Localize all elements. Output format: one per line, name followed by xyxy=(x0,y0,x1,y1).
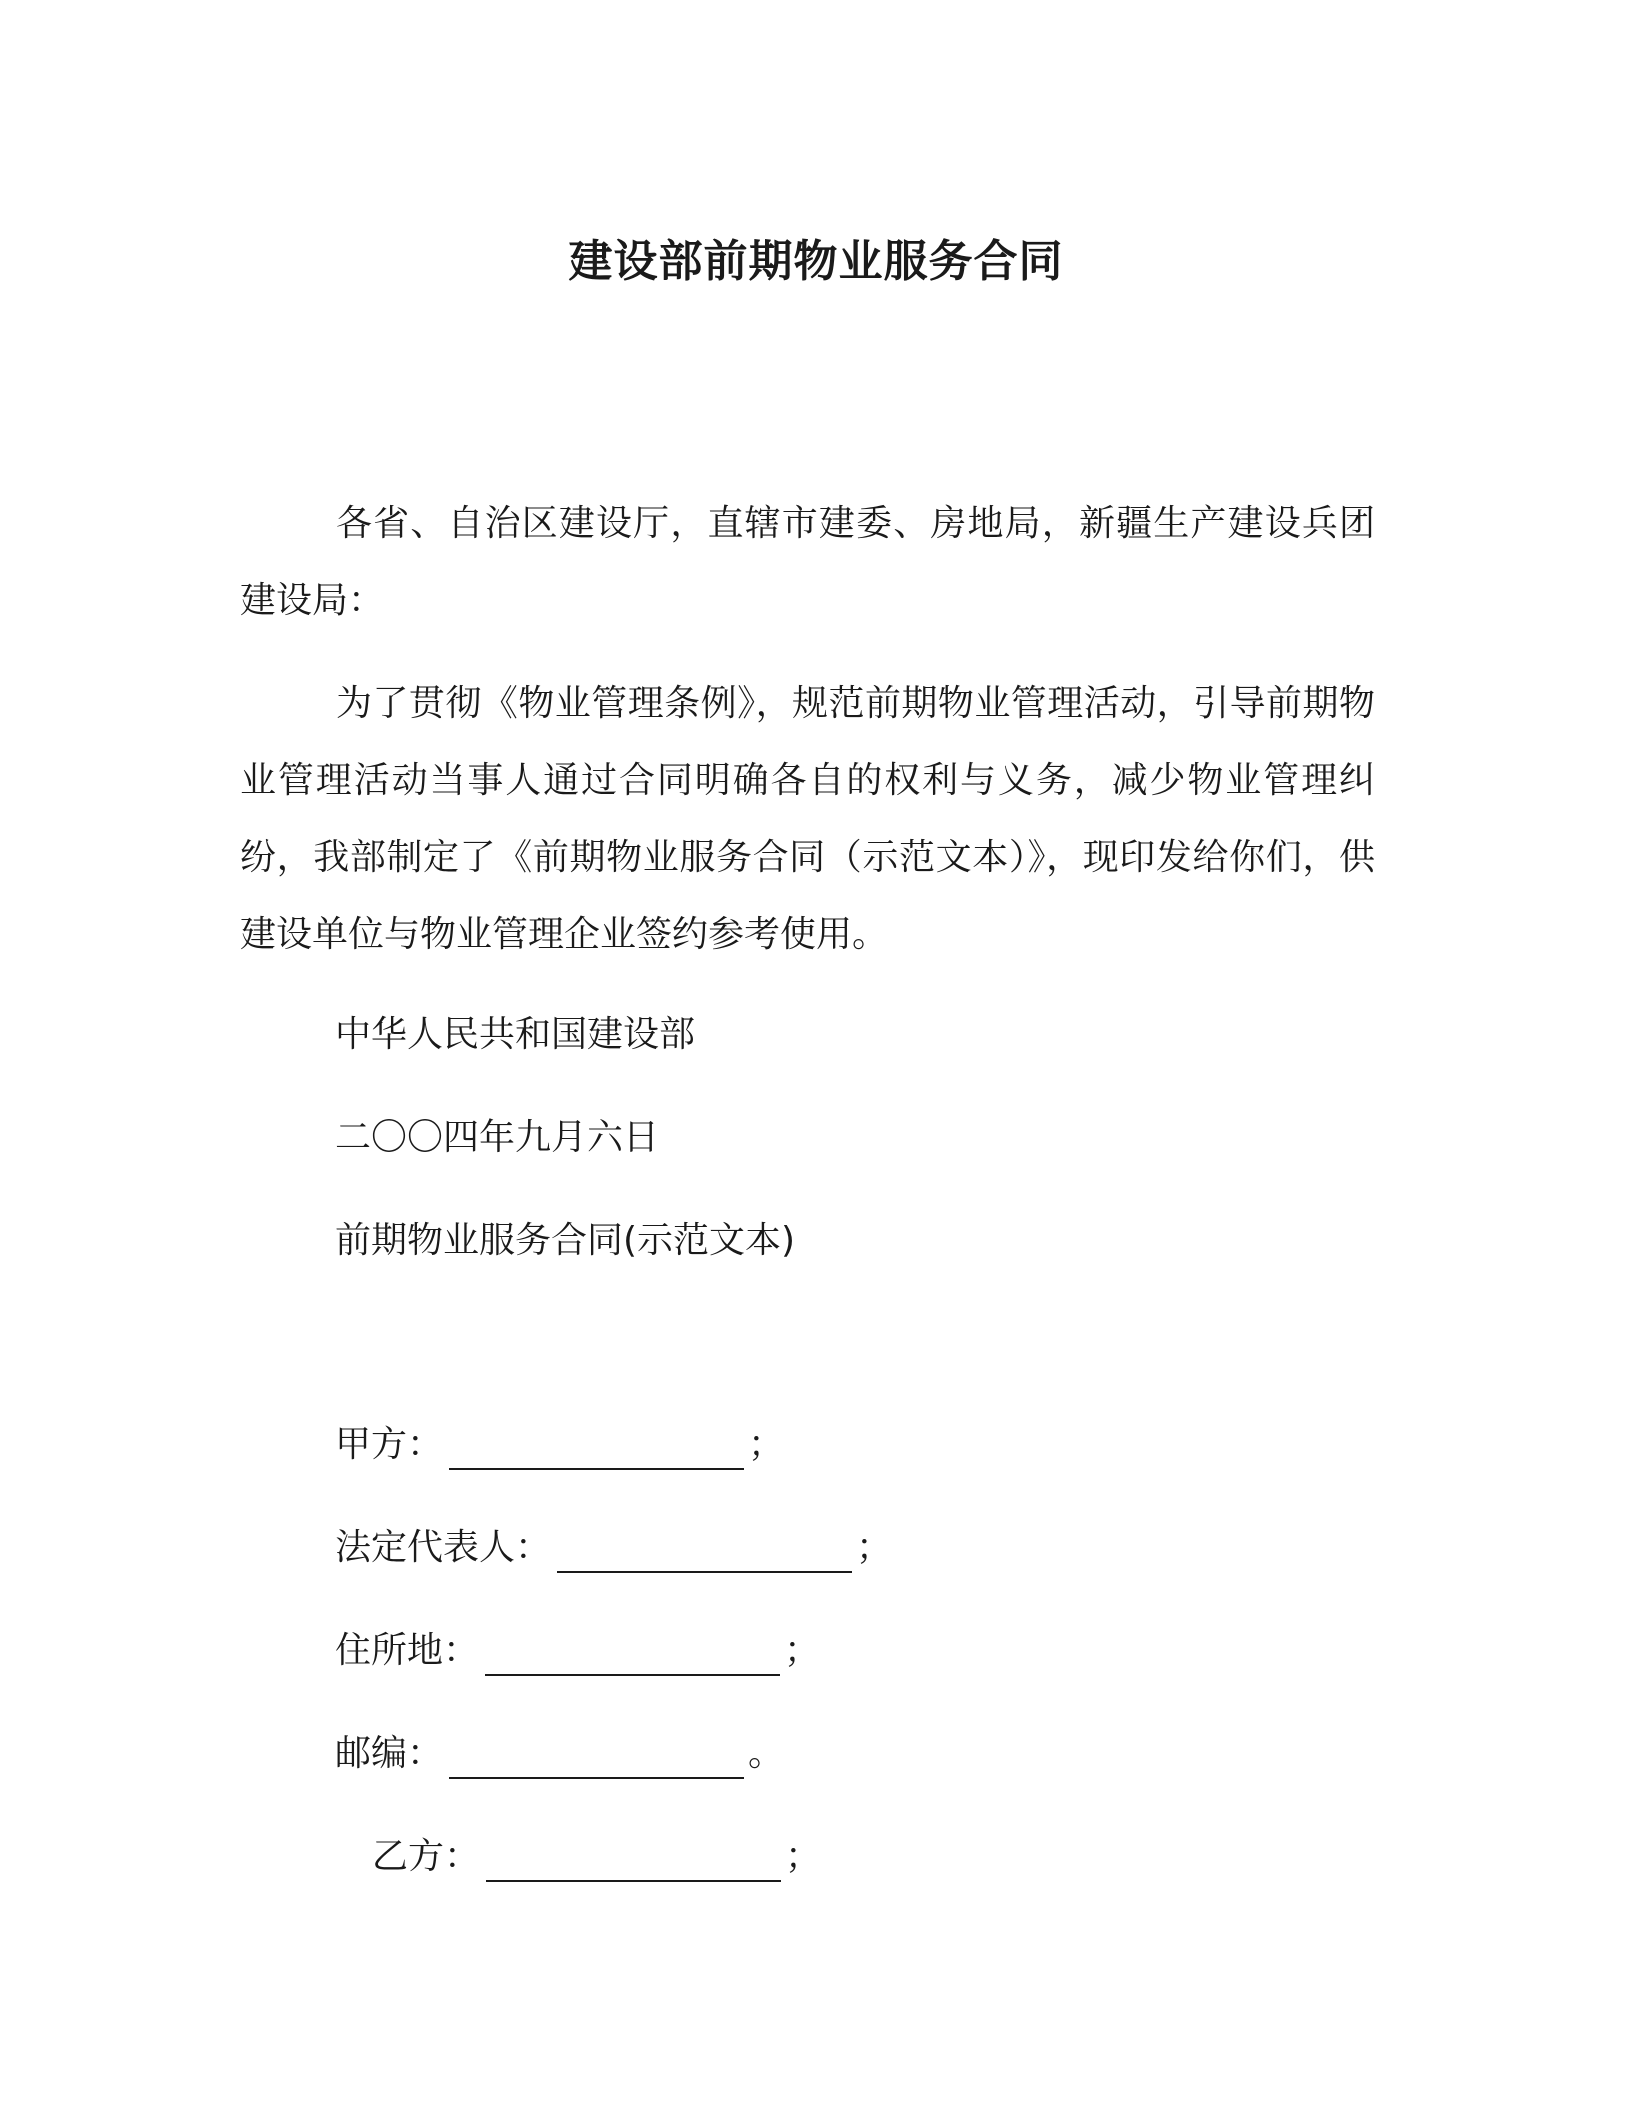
party-a-field xyxy=(335,1420,784,1470)
postcode-blank[interactable] xyxy=(449,1739,744,1779)
date-line: 二〇〇四年九月六日 xyxy=(335,1117,660,1158)
legal-rep-label: 法定代表人： xyxy=(335,1527,552,1568)
legal-rep-blank[interactable] xyxy=(557,1533,852,1573)
postcode-end: 。 xyxy=(748,1733,785,1774)
body-paragraph: 为了贯彻《物业管理条例》，规范前期物业管理活动，引导前期物业管理活动当事人通过合同明确各自的权利与义务，减少物业管理纠纷，我部制定了《前期物业服务合同（示范文本）》，现印发给你们，供建设单位与物业管理企业签约参考使用。 xyxy=(240,683,1375,955)
subtitle-line: 前期物业服务合同(示范文本) xyxy=(335,1220,796,1261)
address-label: 住所地： xyxy=(335,1630,480,1671)
postcode-label: 邮编： xyxy=(335,1733,444,1774)
legal-rep-field xyxy=(335,1523,892,1573)
party-a-label: 甲方： xyxy=(335,1424,444,1465)
issuer-line: 中华人民共和国建设部 xyxy=(335,1014,696,1055)
party-b-blank[interactable] xyxy=(486,1842,781,1882)
party-a-blank[interactable] xyxy=(449,1430,744,1470)
document-title: 建设部前期物业服务合同 xyxy=(568,236,1064,287)
address-blank[interactable] xyxy=(485,1636,780,1676)
addressee-paragraph: 各省、自治区建设厅，直辖市建委、房地局，新疆生产建设兵团建设局： xyxy=(240,503,1375,621)
postcode-field xyxy=(335,1729,784,1779)
legal-rep-end: ； xyxy=(856,1527,893,1568)
party-a-end: ； xyxy=(748,1424,785,1465)
party-b-label: 乙方： xyxy=(372,1836,481,1877)
address-end: ； xyxy=(784,1630,821,1671)
party-b-end: ； xyxy=(785,1836,822,1877)
address-field xyxy=(335,1626,820,1676)
party-b-field xyxy=(372,1832,821,1882)
